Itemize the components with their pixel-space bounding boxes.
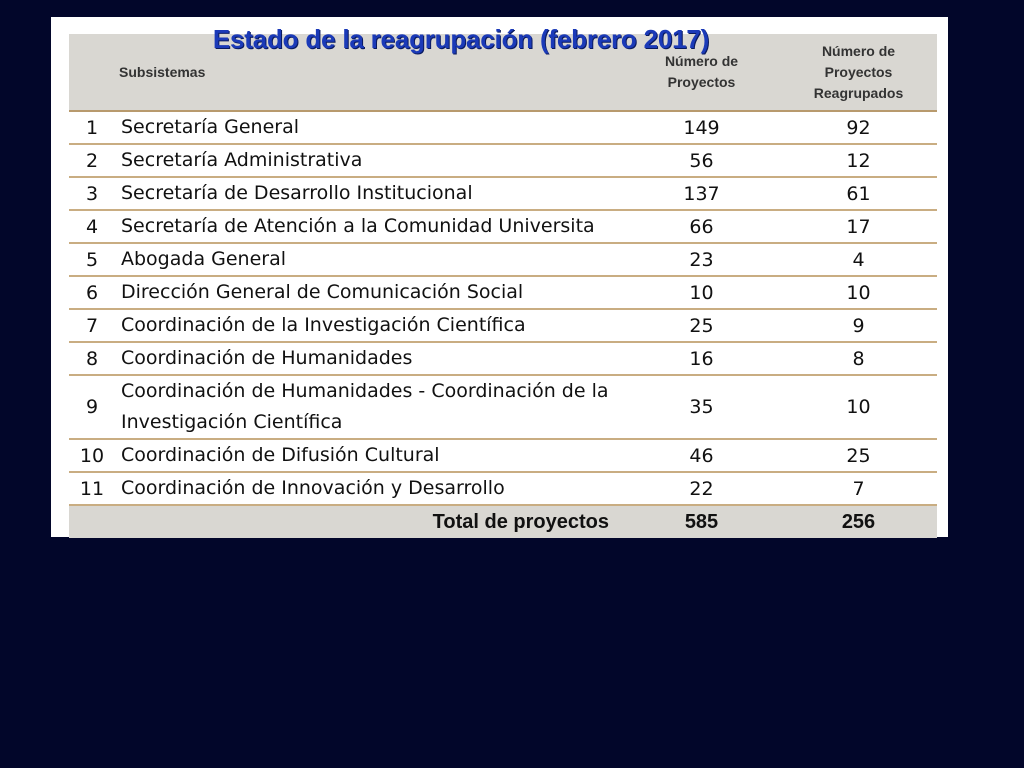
row-subsistema: Abogada General <box>119 243 623 276</box>
row-number: 7 <box>69 309 119 342</box>
row-subsistema: Coordinación de Difusión Cultural <box>119 439 623 472</box>
row-numero-reagrupados: 12 <box>780 144 937 177</box>
row-numero-proyectos: 25 <box>623 309 780 342</box>
row-number: 6 <box>69 276 119 309</box>
row-numero-proyectos: 46 <box>623 439 780 472</box>
table-row <box>69 342 937 375</box>
table-row <box>69 309 937 342</box>
total-proyectos: 585 <box>623 505 780 538</box>
row-numero-proyectos: 149 <box>623 111 780 144</box>
row-numero-proyectos: 22 <box>623 472 780 505</box>
row-subsistema: Secretaría de Atención a la Comunidad Universita <box>119 210 623 243</box>
header-numero-reagrupados-label: Número de Proyectos Reagrupados <box>813 42 904 101</box>
row-numero-reagrupados: 17 <box>780 210 937 243</box>
row-number: 2 <box>69 144 119 177</box>
row-numero-proyectos: 10 <box>623 276 780 309</box>
row-numero-reagrupados: 9 <box>780 309 937 342</box>
total-row <box>69 505 937 538</box>
row-numero-reagrupados: 10 <box>780 375 937 439</box>
row-numero-proyectos: 56 <box>623 144 780 177</box>
table-row <box>69 276 937 309</box>
total-label: Total de proyectos <box>69 505 623 538</box>
row-numero-reagrupados: 25 <box>780 439 937 472</box>
header-subsistemas: Subsistemas <box>69 34 623 111</box>
row-subsistema: Secretaría General <box>119 111 623 144</box>
row-number: 5 <box>69 243 119 276</box>
row-number: 8 <box>69 342 119 375</box>
table-row <box>69 439 937 472</box>
projects-table <box>69 34 937 538</box>
row-number: 4 <box>69 210 119 243</box>
header-numero-proyectos-label: Número de Proyectos <box>664 53 739 90</box>
row-number: 3 <box>69 177 119 210</box>
table-row <box>69 144 937 177</box>
row-subsistema: Secretaría de Desarrollo Institucional <box>119 177 623 210</box>
table-row <box>69 210 937 243</box>
row-numero-proyectos: 16 <box>623 342 780 375</box>
table-footer <box>69 505 937 538</box>
row-numero-reagrupados: 8 <box>780 342 937 375</box>
table-row <box>69 472 937 505</box>
table-row <box>69 375 937 439</box>
table-row <box>69 243 937 276</box>
row-subsistema: Coordinación de Humanidades - Coordinación de la Investigación Científica <box>119 375 623 439</box>
row-number: 1 <box>69 111 119 144</box>
row-numero-reagrupados: 92 <box>780 111 937 144</box>
row-subsistema: Secretaría Administrativa <box>119 144 623 177</box>
table-row <box>69 177 937 210</box>
row-numero-reagrupados: 4 <box>780 243 937 276</box>
row-numero-reagrupados: 7 <box>780 472 937 505</box>
row-subsistema: Coordinación de Humanidades <box>119 342 623 375</box>
table-row <box>69 111 937 144</box>
total-reagrupados: 256 <box>780 505 937 538</box>
row-number: 10 <box>69 439 119 472</box>
row-numero-reagrupados: 10 <box>780 276 937 309</box>
row-subsistema: Dirección General de Comunicación Social <box>119 276 623 309</box>
row-numero-proyectos: 23 <box>623 243 780 276</box>
table-body <box>69 111 937 505</box>
row-numero-proyectos: 35 <box>623 375 780 439</box>
row-numero-reagrupados: 61 <box>780 177 937 210</box>
row-number: 9 <box>69 375 119 439</box>
row-subsistema: Coordinación de Innovación y Desarrollo <box>119 472 623 505</box>
row-numero-proyectos: 137 <box>623 177 780 210</box>
row-number: 11 <box>69 472 119 505</box>
row-numero-proyectos: 66 <box>623 210 780 243</box>
row-subsistema: Coordinación de la Investigación Científica <box>119 309 623 342</box>
slide-title: Estado de la reagrupación (febrero 2017) <box>212 24 710 54</box>
